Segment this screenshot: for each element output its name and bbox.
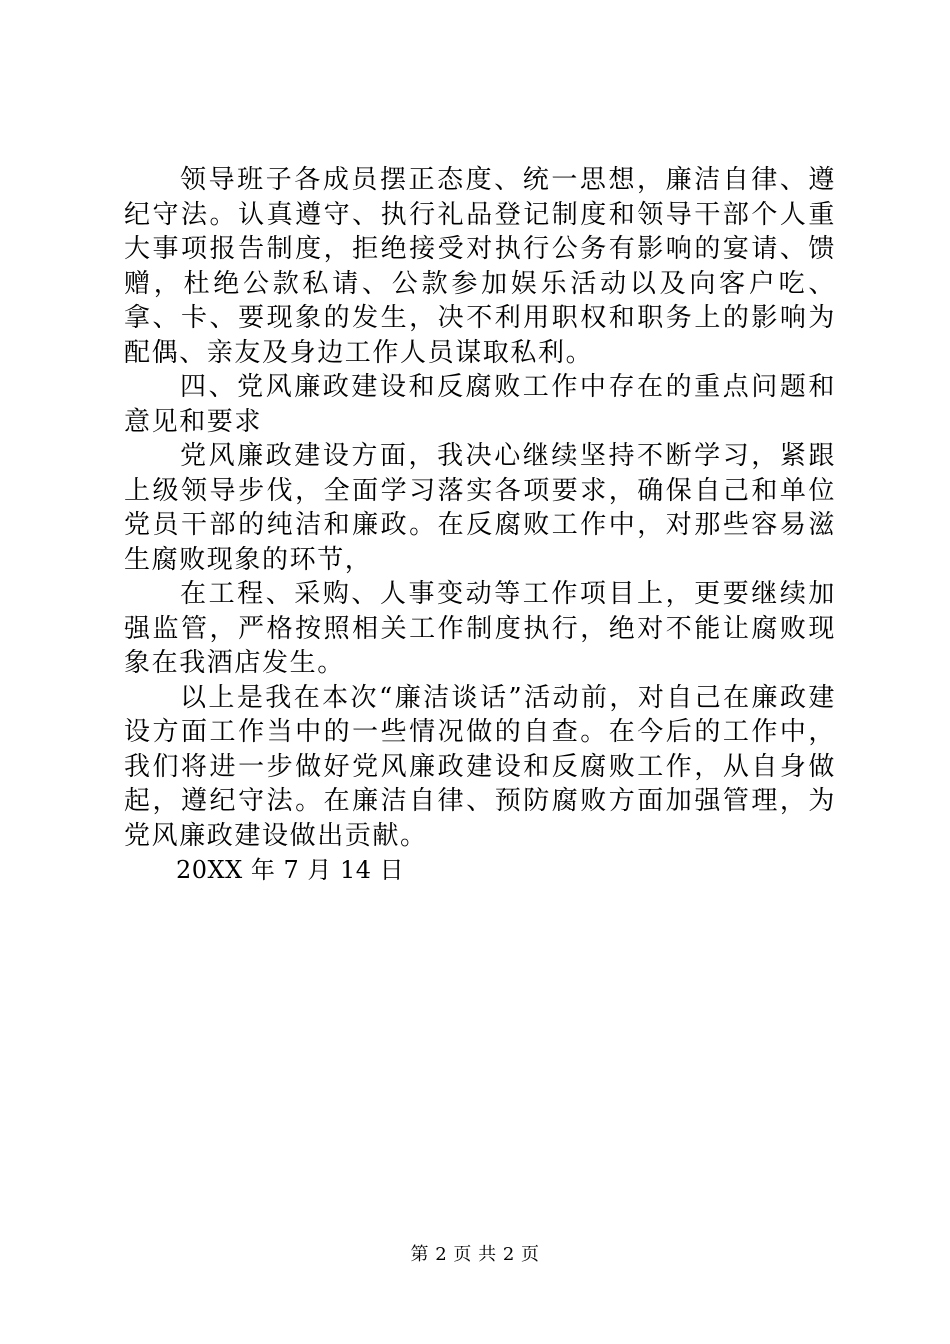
document-date: 20XX 年 7 月 14 日 bbox=[176, 856, 405, 884]
document-body bbox=[124, 163, 836, 888]
paragraph-discipline: 领导班子各成员摆正态度、统一思想，廉洁自律、遵纪守法。认真遵守、执行礼品登记制度和领导干部个人重大事项报告制度，拒绝接受对执行公务有影响的宴请、馈赠，杜绝公款私请、公款参加娱乐活动以及向客户吃、拿、卡、要现象的发生，决不利用职权和职务上的影响为配偶、亲友及身边工作人员谋取私利。 bbox=[124, 165, 836, 368]
section-heading-four: 四、党风廉政建设和反腐败工作中存在的重点问题和意见和要求 bbox=[124, 372, 836, 437]
paragraph-party-conduct: 党风廉政建设方面，我决心继续坚持不断学习，紧跟上级领导步伐，全面学习落实各项要求，确保自己和单位党员干部的纯洁和廉政。在反腐败工作中，对那些容易滋生腐败现象的环节， bbox=[124, 441, 836, 575]
paragraph-supervision: 在工程、采购、人事变动等工作项目上，更要继续加强监管，严格按照相关工作制度执行，绝对不能让腐败现象在我酒店发生。 bbox=[124, 579, 836, 678]
page-footer: 第 2 页 共 2 页 bbox=[410, 1244, 540, 1265]
paragraph-conclusion: 以上是我在本次“廉洁谈话”活动前，对自己在廉政建设方面工作当中的一些情况做的自查。在今后的工作中，我们将进一步做好党风廉政建设和反腐败工作，从自身做起，遵纪守法。在廉洁自律、预防腐败方面加强管理，为党风廉政建设做出贡献。 bbox=[124, 682, 836, 851]
